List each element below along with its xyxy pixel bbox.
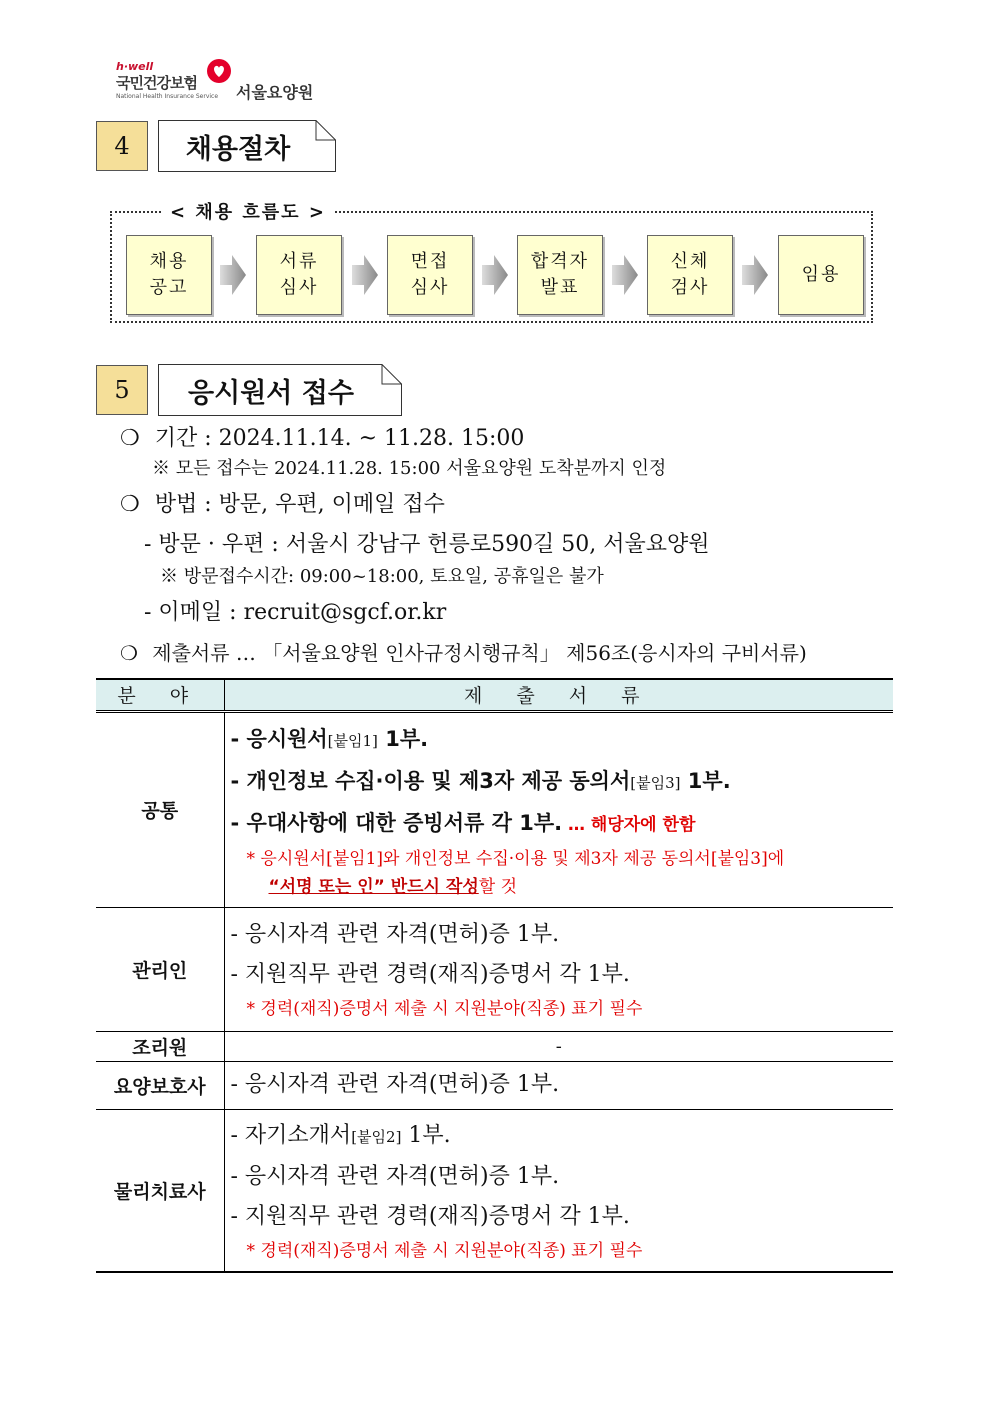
docs-intro-text: 제출서류 … 「서울요양원 인사규정시행규칙」 제56조(응시자의 구비서류) — [152, 641, 807, 665]
manager-item-1: - 응시자격 관련 자격(면허)증 1부. — [230, 922, 560, 947]
step-line1: 합격자 — [530, 251, 590, 272]
table-row-therapist — [96, 1109, 893, 1272]
item-text: - 자기소개서 — [230, 1122, 352, 1148]
flow-step-document-review — [256, 235, 342, 315]
docs-manager — [224, 907, 893, 1031]
method-visit: - 방문 · 우편 : 서울시 강남구 헌릉로590길 50, 서울요양원 — [144, 532, 710, 557]
table-row-caregiver — [96, 1061, 893, 1109]
logo-tagline: h·well — [116, 60, 154, 73]
step-line1: 서류 — [279, 251, 319, 272]
step-line1: 임용 — [801, 264, 841, 285]
arrow-right-icon — [220, 255, 246, 295]
step-line1: 면접 — [410, 251, 450, 272]
common-star-line-1: * 응시원서[붙임1]와 개인정보 수집·이용 및 제3자 제공 동의서[붙임3]에 — [246, 848, 785, 869]
common-item-2 — [225, 761, 894, 803]
section5-title: 응시원서 접수 — [188, 377, 354, 409]
step-line2: 심사 — [279, 277, 319, 298]
item-text: - 우대사항에 대한 증빙서류 각 1부. — [230, 810, 563, 835]
section4-title: 채용절차 — [185, 133, 291, 165]
common-star-line-2 — [225, 873, 894, 901]
caregiver-item-1: - 응시자격 관련 자격(면허)증 1부. — [230, 1072, 560, 1097]
section5-number: 5 — [96, 365, 148, 415]
table-header-row — [96, 679, 893, 711]
circle-bullet-icon: ❍ — [120, 426, 140, 451]
category-caregiver: 요양보호사 — [96, 1061, 224, 1109]
heart-icon — [206, 58, 232, 84]
flow-caption: < 채용 흐름도 > — [162, 198, 334, 224]
therapist-item-2: - 응시자격 관련 자격(면허)증 1부. — [230, 1163, 560, 1189]
logo-org-name: 국민건강보험 — [116, 74, 197, 92]
period-line — [120, 421, 524, 452]
circle-bullet-icon: ❍ — [120, 492, 140, 517]
method-visit-note: ※ 방문접수시간: 09:00~18:00, 토요일, 공휴일은 불가 — [160, 566, 604, 587]
sign-required-text: “서명 또는 인” 반드시 작성 — [268, 876, 479, 897]
table-row-cook — [96, 1031, 893, 1061]
docs-caregiver — [224, 1061, 893, 1109]
item-tag: [붙임3] — [630, 773, 681, 792]
section4-title-box — [158, 120, 336, 172]
flow-step-announcement-passed — [517, 235, 603, 315]
flow-step-medical-exam — [647, 235, 733, 315]
step-line1: 채용 — [149, 251, 189, 272]
arrow-right-icon — [612, 255, 638, 295]
table-row-common — [96, 711, 893, 907]
item-tail: 1부. — [680, 768, 731, 793]
step-line2: 공고 — [149, 277, 189, 298]
item-tail: 1부. — [401, 1122, 451, 1148]
common-item-3 — [225, 803, 894, 845]
logo-unit: 서울요양원 — [236, 83, 314, 102]
flow-step-appointment — [778, 235, 864, 315]
category-cook: 조리원 — [96, 1031, 224, 1061]
section5-title-box — [158, 364, 402, 416]
table-row-manager — [96, 907, 893, 1031]
category-common: 공통 — [96, 711, 224, 907]
item-text: - 응시원서 — [230, 726, 328, 751]
period-text: 기간 : 2024.11.14. ~ 11.28. 15:00 — [154, 426, 525, 451]
common-item-1 — [225, 719, 894, 761]
category-therapist: 물리치료사 — [96, 1109, 224, 1272]
logo-org-name-en: National Health Insurance Service — [116, 93, 219, 100]
therapist-item-3: - 지원직무 관련 경력(재직)증명서 각 1부. — [230, 1203, 630, 1229]
step-line1: 신체 — [670, 251, 710, 272]
org-logo — [116, 60, 326, 108]
step-line2: 검사 — [670, 277, 710, 298]
step-line2: 심사 — [410, 277, 450, 298]
item-note: … 해당자에 한함 — [562, 814, 696, 835]
arrow-right-icon — [742, 255, 768, 295]
star-tail: 할 것 — [478, 876, 517, 897]
arrow-right-icon — [352, 255, 378, 295]
method-line — [120, 487, 445, 518]
flow-step-announcement — [126, 235, 212, 315]
step-line2: 발표 — [540, 277, 580, 298]
docs-cook: - — [224, 1031, 893, 1061]
section4-number: 4 — [96, 121, 148, 171]
flow-step-interview — [387, 235, 473, 315]
method-email: - 이메일 : recruit@sgcf.or.kr — [144, 600, 447, 625]
docs-therapist — [224, 1109, 893, 1272]
docs-common — [224, 711, 893, 907]
docs-intro-line — [120, 637, 807, 666]
manager-star: * 경력(재직)증명서 제출 시 지원분야(직종) 표기 필수 — [246, 999, 643, 1019]
header-docs: 제 출 서 류 — [224, 679, 893, 711]
item-text: - 개인정보 수집·이용 및 제3자 제공 동의서 — [230, 768, 631, 793]
circle-bullet-icon: ❍ — [120, 641, 138, 665]
arrow-right-icon — [482, 255, 508, 295]
therapist-item-1 — [225, 1116, 894, 1157]
item-tail: 1부. — [377, 726, 429, 751]
category-manager: 관리인 — [96, 907, 224, 1031]
item-tag: [붙임1] — [327, 731, 378, 750]
manager-item-2: - 지원직무 관련 경력(재직)증명서 각 1부. — [230, 962, 630, 987]
method-text: 방법 : 방문, 우편, 이메일 접수 — [154, 492, 445, 517]
period-note: ※ 모든 접수는 2024.11.28. 15:00 서울요양원 도착분까지 인정 — [152, 458, 667, 479]
header-field: 분 야 — [96, 679, 224, 711]
required-documents-table — [96, 678, 893, 1273]
item-tag: [붙임2] — [351, 1127, 402, 1146]
therapist-star: * 경력(재직)증명서 제출 시 지원분야(직종) 표기 필수 — [246, 1240, 643, 1261]
